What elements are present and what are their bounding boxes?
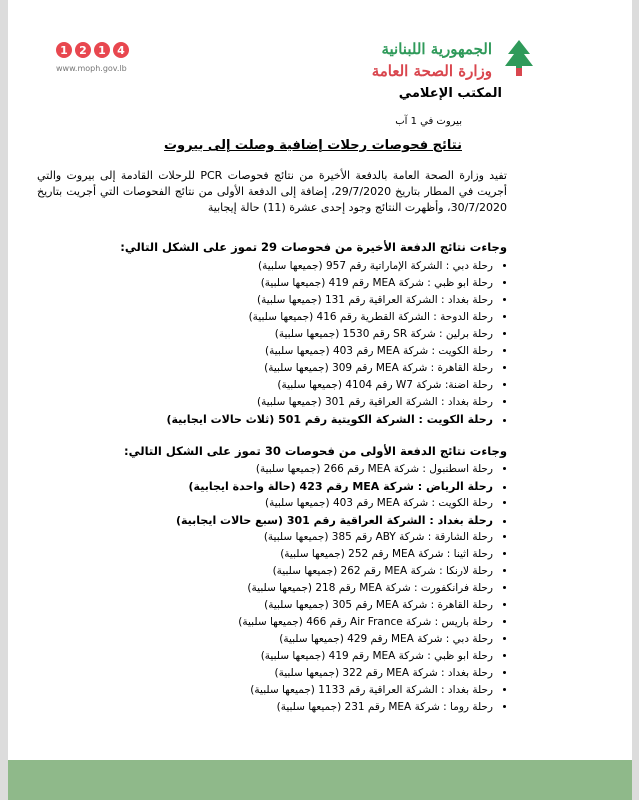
flight-result-item: • رحلة بغداد : الشركة العراقية رقم 301 (جميعها سلبية) bbox=[166, 394, 493, 411]
website-url: www.moph.gov.lb bbox=[56, 64, 127, 73]
section2-flight-list bbox=[176, 461, 507, 716]
flight-result-item: • رحلة لارنكا : شركة MEA رقم 262 (جميعها سلبية) bbox=[176, 563, 493, 580]
ministry-name: وزارة الصحة العامة bbox=[371, 62, 492, 80]
document-page bbox=[8, 0, 632, 800]
section1-flight-list bbox=[166, 258, 507, 428]
flight-result-item: • رحلة بغداد : الشركة العراقية رقم 131 (جميعها سلبية) bbox=[166, 292, 493, 309]
flight-result-item: • رحلة الكويت : الشركة الكويتية رقم 501 (ثلاث حالات ايجابية) bbox=[166, 411, 493, 428]
footer-band bbox=[8, 760, 632, 800]
flight-result-item: • رحلة اسطنبول : شركة MEA رقم 266 (جميعها سلبية) bbox=[176, 461, 493, 478]
letterhead bbox=[8, 34, 632, 114]
flight-result-item: • رحلة الكويت : شركة MEA رقم 403 (جميعها سلبية) bbox=[166, 343, 493, 360]
flight-result-item: • رحلة بغداد : الشركة العراقية رقم 1133 (جميعها سلبية) bbox=[176, 682, 493, 699]
flight-result-item: • رحلة روما : شركة MEA رقم 231 (جميعها سلبية) bbox=[176, 699, 493, 716]
letter-title: نتائج فحوصات رحلات إضافية وصلت إلى بيروت bbox=[163, 138, 462, 153]
hotline-digit: 1 bbox=[94, 42, 110, 58]
flight-result-item: • رحلة اضنة: شركة W7 رقم 4104 (جميعها سلبية) bbox=[166, 377, 493, 394]
intro-paragraph: تفيد وزارة الصحة العامة بالدفعة الأخيرة من نتائج فحوصات PCR للرحلات القادمة إلى بيروت والتي أجريت في المطار بتاريخ 29/7/2020، إضافة إلى الدفعة الأولى من نتائج الفحوصات التي أجريت بتاريخ 30/7/2020، وأظهرت النتائج وجود إحدى عشرة (11) حالة إيجابية bbox=[37, 169, 507, 214]
republic-name: الجمهورية اللبنانية bbox=[381, 40, 492, 58]
flight-result-item: • رحلة بغداد : الشركة العراقية رقم 301 (سبع حالات ايجابية) bbox=[176, 512, 493, 529]
hotline-logo bbox=[56, 42, 129, 58]
cedar-emblem-icon bbox=[502, 38, 536, 78]
letter-date: بيروت في 1 آب bbox=[395, 116, 462, 127]
flight-result-item: • رحلة باريس : شركة Air France رقم 466 (جميعها سلبية) bbox=[176, 614, 493, 631]
flight-result-item: • رحلة الكويت : شركة MEA رقم 403 (جميعها سلبية) bbox=[176, 495, 493, 512]
hotline-digit: 2 bbox=[75, 42, 91, 58]
section2-heading: وجاءت نتائج الدفعة الأولى من فحوصات 30 تموز على الشكل التالي: bbox=[124, 444, 507, 458]
flight-result-item: • رحلة اثينا : شركة MEA رقم 252 (جميعها سلبية) bbox=[176, 546, 493, 563]
hotline-digit: 4 bbox=[113, 42, 129, 58]
flight-result-item: • رحلة الدوحة : الشركة القطرية رقم 416 (جميعها سلبية) bbox=[166, 309, 493, 326]
section1-heading: وجاءت نتائج الدفعة الأخيرة من فحوصات 29 تموز على الشكل التالي: bbox=[120, 240, 507, 254]
flight-result-item: • رحلة القاهرة : شركة MEA رقم 309 (جميعها سلبية) bbox=[166, 360, 493, 377]
flight-result-item: • رحلة ابو ظبي : شركة MEA رقم 419 (جميعها سلبية) bbox=[166, 275, 493, 292]
flight-result-item: • رحلة فرانكفورت : شركة MEA رقم 218 (جميعها سلبية) bbox=[176, 580, 493, 597]
flight-result-item: • رحلة برلين : شركة SR رقم 1530 (جميعها سلبية) bbox=[166, 326, 493, 343]
media-office-label: المكتب الإعلامي bbox=[398, 86, 502, 101]
flight-result-item: • رحلة القاهرة : شركة MEA رقم 305 (جميعها سلبية) bbox=[176, 597, 493, 614]
flight-result-item: • رحلة دبي : الشركة الإماراتية رقم 957 (جميعها سلبية) bbox=[166, 258, 493, 275]
flight-result-item: • رحلة بغداد : شركة MEA رقم 322 (جميعها سلبية) bbox=[176, 665, 493, 682]
flight-result-item: • رحلة الشارقة : شركة ABY رقم 385 (جميعها سلبية) bbox=[176, 529, 493, 546]
flight-result-item: • رحلة دبي : شركة MEA رقم 429 (جميعها سلبية) bbox=[176, 631, 493, 648]
flight-result-item: • رحلة ابو ظبي : شركة MEA رقم 419 (جميعها سلبية) bbox=[176, 648, 493, 665]
hotline-digit: 1 bbox=[56, 42, 72, 58]
flight-result-item: • رحلة الرياض : شركة MEA رقم 423 (حالة واحدة ايجابية) bbox=[176, 478, 493, 495]
